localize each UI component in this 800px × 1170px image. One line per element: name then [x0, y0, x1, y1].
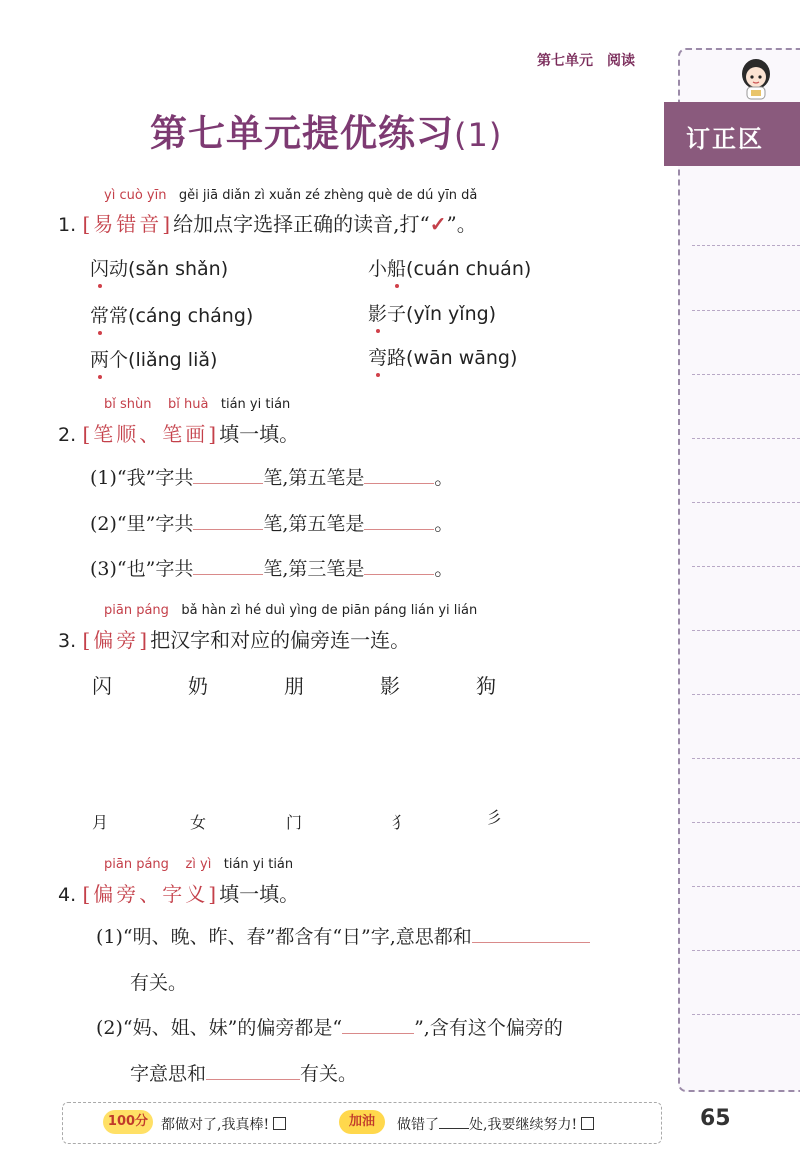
self-check-bar — [62, 1102, 662, 1144]
q4-tag: [偏旁、字义] — [82, 882, 220, 906]
q3-pinyin — [104, 603, 477, 618]
q1-text: 给加点字选择正确的读音,打“ — [173, 212, 430, 236]
page-title — [150, 103, 502, 157]
correction-rule — [692, 822, 800, 823]
mistakes-checkbox[interactable] — [581, 1117, 594, 1130]
q1-item: 两个(liǎng liǎ) — [90, 349, 218, 371]
q4-pinyin-tag: piān páng zì yì — [104, 857, 212, 872]
match-top-char[interactable]: 闪 — [92, 674, 112, 698]
q1-end: ”。 — [446, 212, 477, 236]
q3-pinyin-tag: piān páng — [104, 603, 169, 618]
q4-number: 4. — [58, 884, 77, 906]
answer-blank[interactable] — [193, 467, 263, 484]
answer-blank[interactable] — [193, 513, 263, 530]
q2-pinyin — [104, 397, 290, 412]
correction-rule — [692, 1014, 800, 1015]
q4-text: 填一填。 — [219, 882, 300, 906]
q3-text: 把汉字和对应的偏旁连一连。 — [150, 628, 411, 652]
pinyin-options: (wān wāng) — [406, 347, 518, 369]
answer-blank[interactable] — [364, 558, 434, 575]
q2-line: (3)“也”字共 笔,第三笔是 。 — [90, 558, 454, 580]
correction-rule — [692, 758, 800, 759]
all-correct-checkbox[interactable] — [273, 1117, 286, 1130]
match-bottom-radical[interactable]: 女 — [190, 813, 207, 832]
dotted-char: 闪 — [90, 258, 110, 280]
mistake-count-blank[interactable] — [439, 1118, 469, 1129]
title-main: 第七单元提优练习 — [150, 112, 454, 155]
girl-mascot-icon — [734, 56, 778, 102]
correction-rule — [692, 694, 800, 695]
pinyin-options: (sǎn shǎn) — [128, 258, 229, 280]
page-number: 65 — [700, 1106, 731, 1131]
correction-rule — [692, 502, 800, 503]
correction-rule — [692, 566, 800, 567]
q1-item: 常常(cáng cháng) — [90, 305, 254, 327]
dotted-char: 影 — [368, 303, 388, 325]
q1-item: 小船(cuán chuán) — [368, 258, 532, 280]
match-top-char[interactable]: 朋 — [284, 674, 304, 698]
q2-pinyin-tag: bǐ shùn bǐ huà — [104, 397, 209, 412]
correction-rule — [692, 438, 800, 439]
q3-tag: [偏旁] — [82, 628, 151, 652]
q3-prompt — [58, 624, 410, 653]
q2-text: 填一填。 — [219, 422, 300, 446]
q1-pinyin-rest: gěi jiā diǎn zì xuǎn zé zhèng què de dú yīn dǎ — [178, 188, 478, 203]
q2-line: (2)“里”字共 笔,第五笔是 。 — [90, 513, 454, 535]
q2-tag: [笔顺、笔画] — [82, 422, 220, 446]
answer-blank[interactable] — [193, 558, 263, 575]
correction-area — [678, 48, 800, 1092]
dotted-char: 常 — [90, 305, 110, 327]
q1-item: 影子(yǐn yǐng) — [368, 303, 497, 325]
match-top-char[interactable]: 狗 — [476, 674, 496, 698]
correction-rule — [692, 950, 800, 951]
correction-rule — [692, 630, 800, 631]
checkmark-icon: ✓ — [429, 212, 447, 236]
q1-item: 闪动(sǎn shǎn) — [90, 258, 229, 280]
score-100-badge: 100分 — [103, 1110, 153, 1134]
q4-line-1-end: 有关。 — [130, 972, 188, 994]
match-bottom-radical[interactable]: 犭 — [392, 813, 409, 832]
q1-number: 1. — [58, 214, 77, 236]
q4-pinyin — [104, 857, 293, 872]
answer-blank[interactable] — [206, 1063, 300, 1080]
match-top-char[interactable]: 影 — [380, 674, 400, 698]
match-top-char[interactable]: 奶 — [188, 674, 208, 698]
q2-prompt — [58, 418, 299, 447]
q3-pinyin-rest: bǎ hàn zì hé duì yìng de piān páng lián yi lián — [181, 603, 478, 618]
correction-area-tab — [664, 102, 800, 166]
pinyin-options: (cáng cháng) — [128, 305, 254, 327]
pinyin-options: (cuán chuán) — [406, 258, 532, 280]
unit-header — [537, 50, 649, 70]
answer-blank[interactable] — [364, 513, 434, 530]
correction-rule — [692, 310, 800, 311]
q4-pinyin-rest: tián yi tián — [223, 857, 294, 872]
correction-rule — [692, 245, 800, 246]
q1-prompt — [58, 208, 477, 237]
dotted-char: 弯 — [368, 347, 388, 369]
q2-line: (1)“我”字共 笔,第五笔是 。 — [90, 467, 454, 489]
dotted-char: 船 — [387, 258, 407, 280]
q1-item: 弯路(wān wāng) — [368, 347, 518, 369]
correction-rule — [692, 886, 800, 887]
title-suffix: (1) — [454, 116, 503, 154]
q1-pinyin — [104, 188, 477, 203]
q1-pinyin-tag: yì cuò yīn — [104, 188, 167, 203]
answer-blank[interactable] — [472, 926, 590, 943]
answer-blank[interactable] — [364, 467, 434, 484]
mistakes-text: 做错了 处,我要继续努力! — [397, 1114, 594, 1134]
match-bottom-radical[interactable]: 门 — [286, 813, 303, 832]
answer-blank[interactable] — [342, 1017, 414, 1034]
match-bottom-radical[interactable]: 月 — [92, 813, 109, 832]
all-correct-text: 都做对了,我真棒! — [161, 1114, 286, 1134]
q3-number: 3. — [58, 630, 77, 652]
correction-area-label: 订正区 — [686, 125, 764, 153]
q1-tag: [易错音] — [82, 212, 174, 236]
match-bottom-radical[interactable]: 彡 — [486, 808, 503, 827]
q2-number: 2. — [58, 424, 77, 446]
pinyin-options: (yǐn yǐng) — [406, 303, 497, 325]
q4-prompt — [58, 878, 299, 907]
pinyin-options: (liǎng liǎ) — [128, 349, 218, 371]
topic-label: 阅读 — [607, 53, 635, 69]
q4-line-2: (2)“妈、姐、妹”的偏旁都是“ ”,含有这个偏旁的 — [96, 1017, 563, 1039]
q2-pinyin-rest: tián yi tián — [220, 397, 291, 412]
keep-going-badge: 加油 — [339, 1110, 385, 1134]
unit-label: 第七单元 — [537, 53, 593, 69]
correction-rule — [692, 374, 800, 375]
dotted-char: 两 — [90, 349, 110, 371]
q4-line-1: (1)“明、晚、昨、春”都含有“日”字,意思都和 — [96, 922, 590, 949]
q4-line-3: 字意思和 有关。 — [130, 1063, 358, 1085]
